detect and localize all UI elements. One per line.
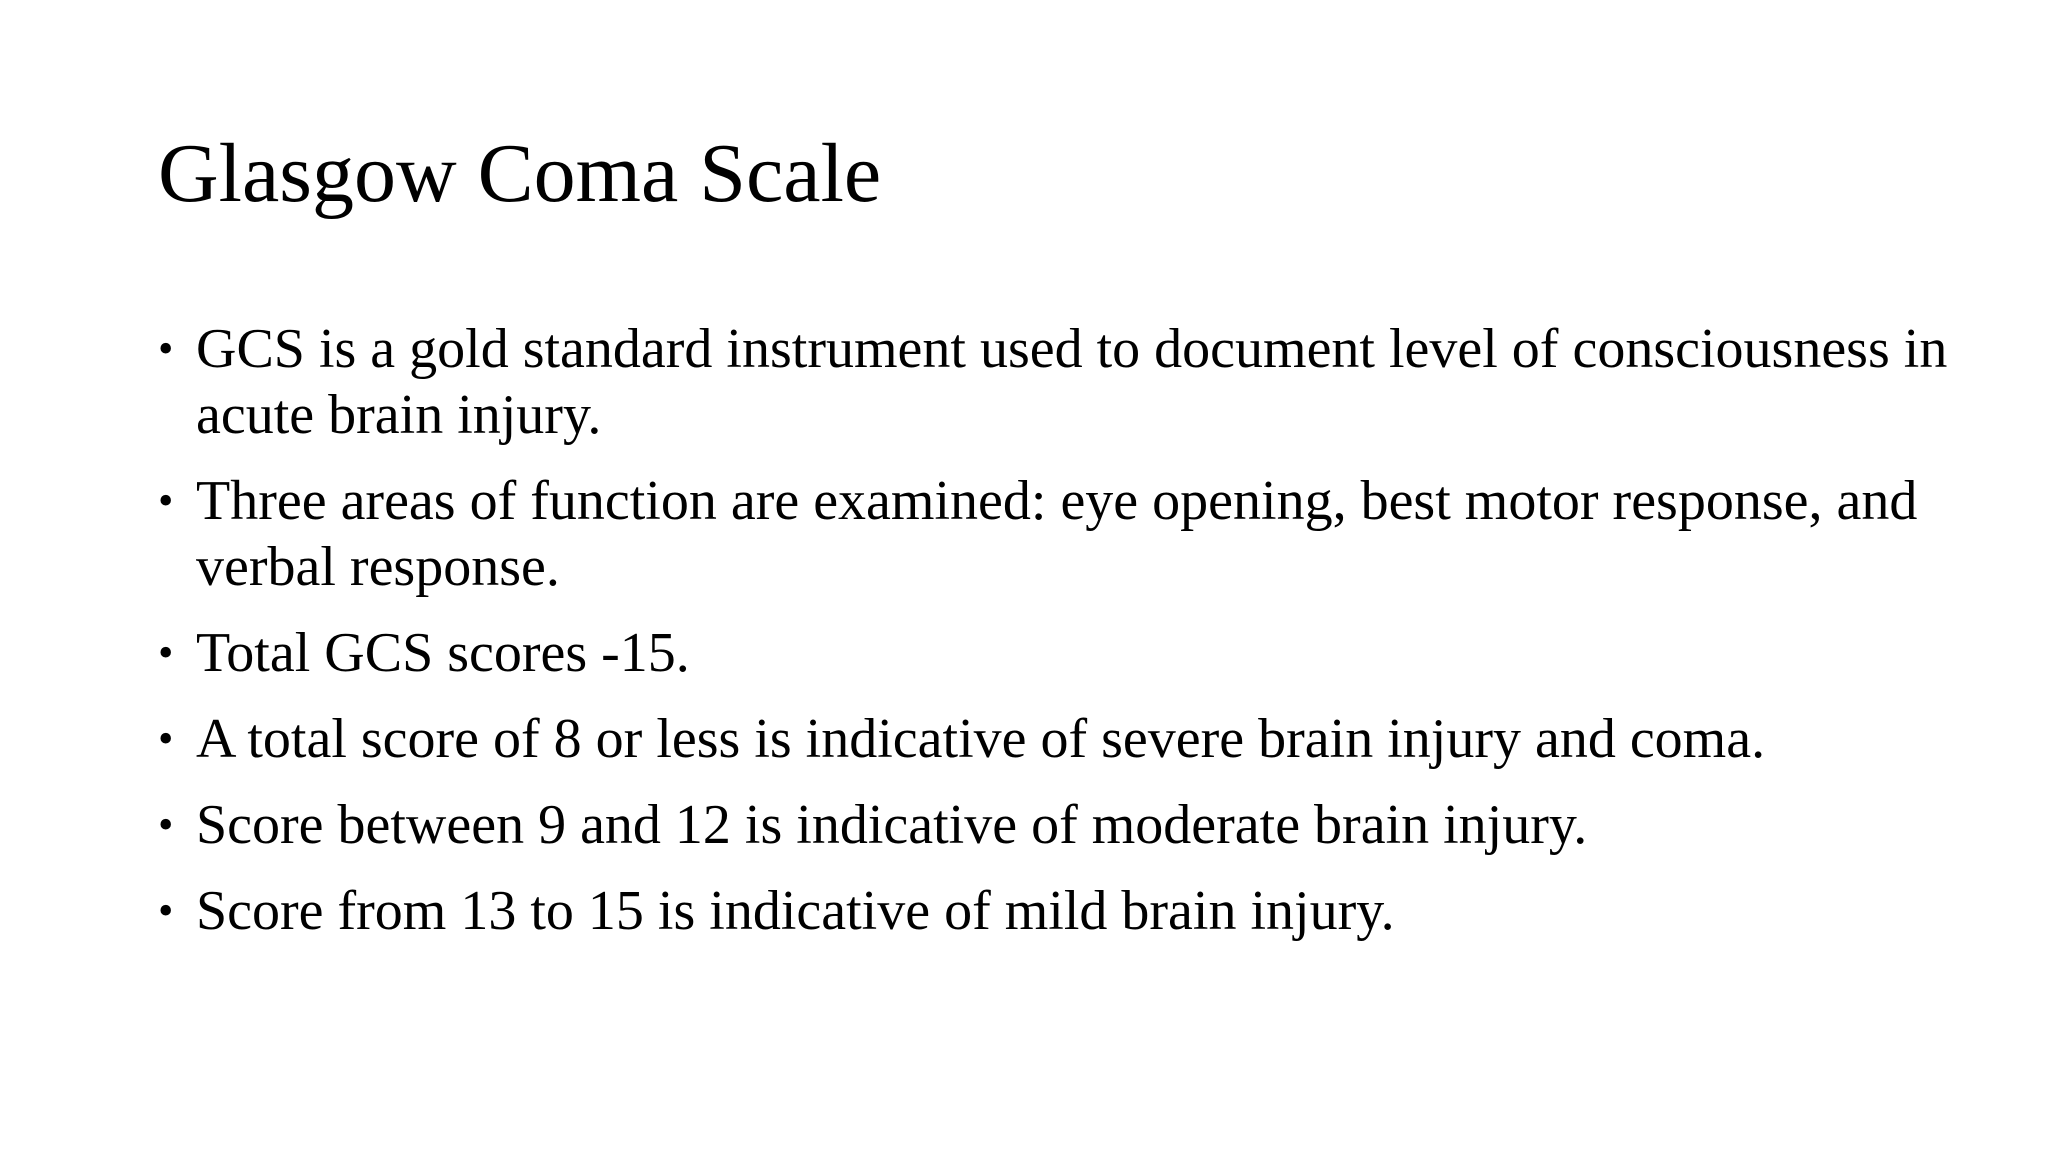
- bullet-marker: •: [158, 886, 174, 935]
- bullet-marker: •: [158, 476, 174, 525]
- bullet-marker: •: [158, 628, 174, 677]
- bullet-text: Score between 9 and 12 is indicative of moderate brain injury.: [196, 794, 1588, 856]
- bullet-item: [158, 792, 1998, 858]
- bullet-item: [158, 620, 1998, 686]
- bullet-marker: •: [158, 800, 174, 849]
- bullet-item: [158, 468, 1998, 600]
- bullet-marker: •: [158, 714, 174, 763]
- bullet-item: [158, 706, 1998, 772]
- bullet-list: [158, 316, 1998, 964]
- bullet-text: Total GCS scores -15.: [196, 622, 690, 684]
- bullet-text: A total score of 8 or less is indicative of severe brain injury and coma.: [196, 708, 1766, 770]
- slide-title: Glasgow Coma Scale: [158, 127, 882, 220]
- bullet-item: [158, 878, 1998, 944]
- bullet-text: Three areas of function are examined: eye opening, best motor response, and verbal response.: [196, 470, 1918, 598]
- bullet-text: Score from 13 to 15 is indicative of mild brain injury.: [196, 880, 1395, 942]
- bullet-text: GCS is a gold standard instrument used to document level of consciousness in acute brain injury.: [196, 318, 1948, 446]
- bullet-item: [158, 316, 1998, 448]
- bullet-marker: •: [158, 324, 174, 373]
